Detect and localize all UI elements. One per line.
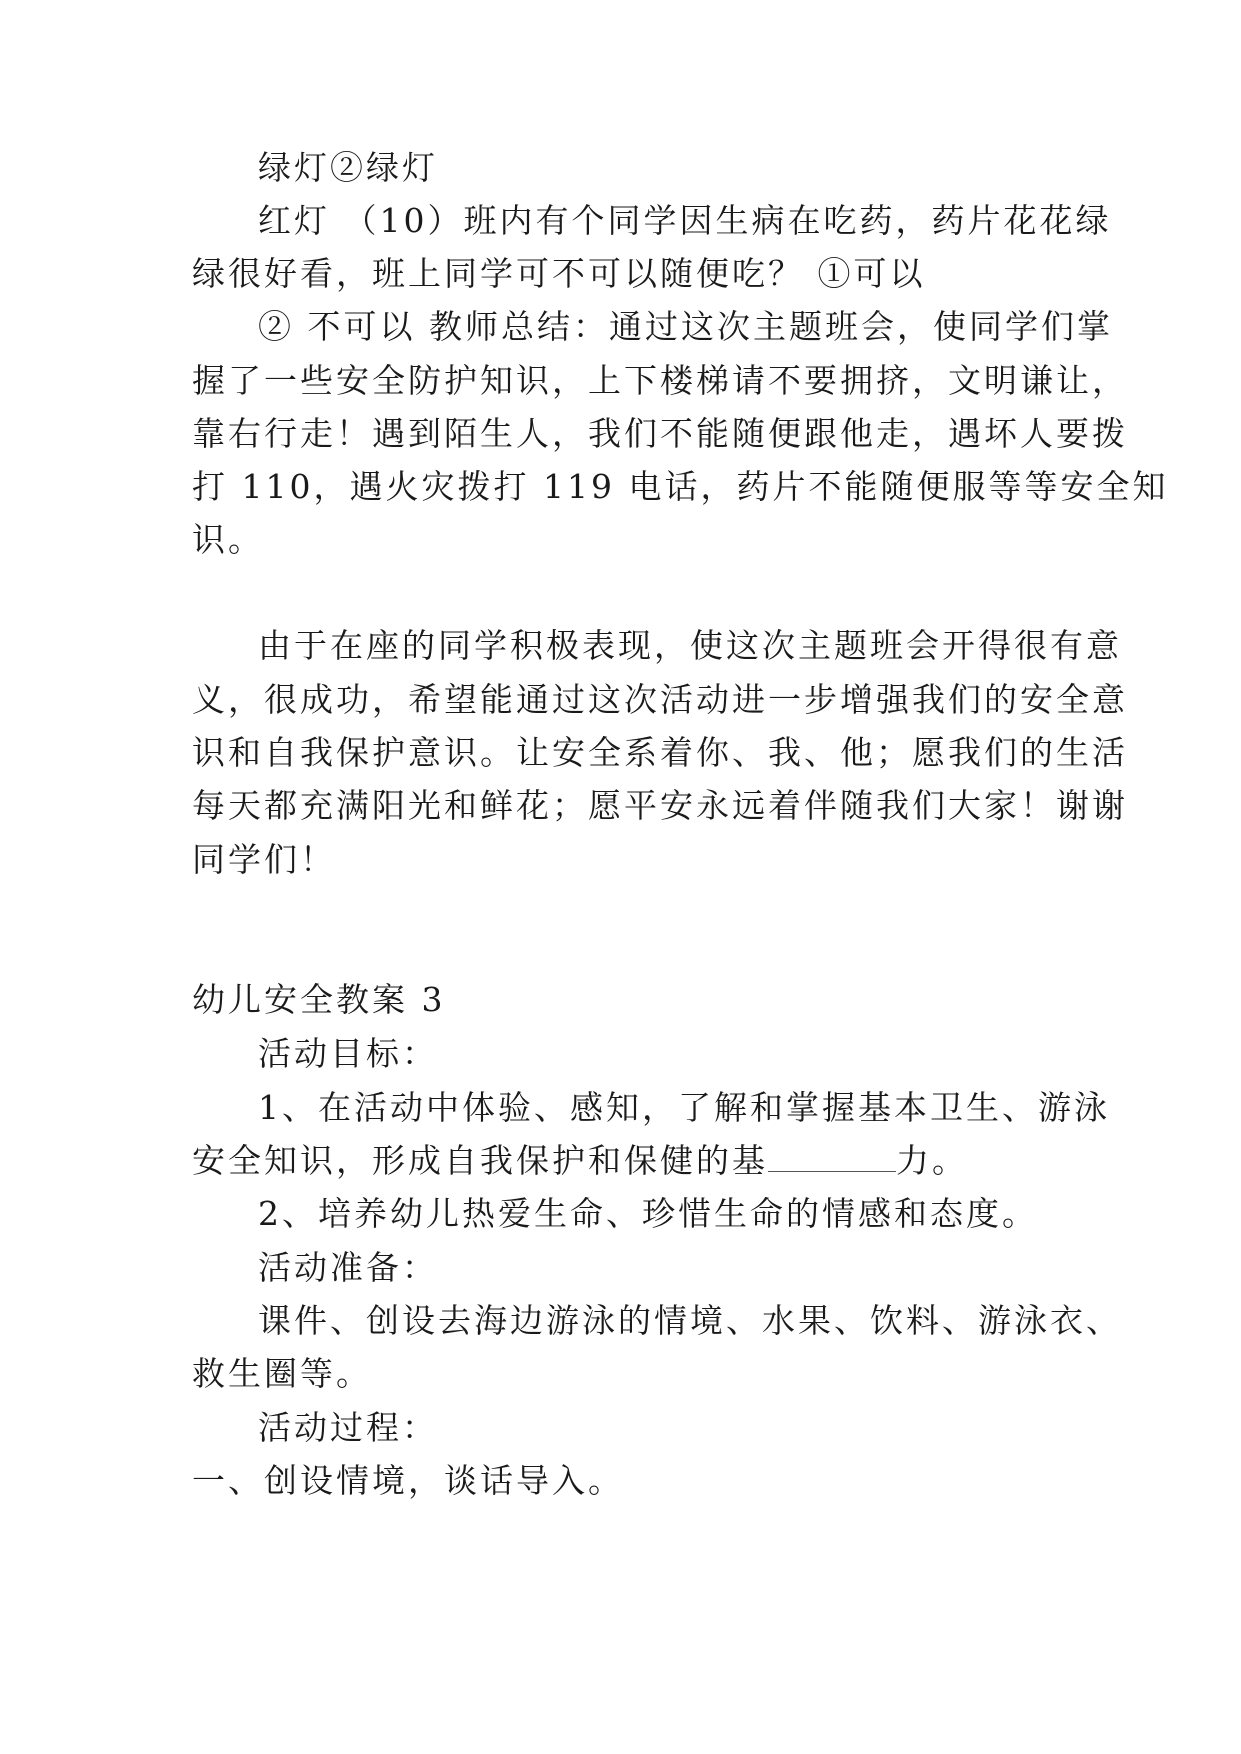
- prep-heading: 活动准备：: [258, 1248, 438, 1287]
- paragraph-line: 义，很成功，希望能通过这次活动进一步增强我们的安全意: [192, 680, 1128, 719]
- paragraph-line: 靠右行走！遇到陌生人，我们不能随便跟他走，遇坏人要拨: [192, 414, 1128, 453]
- paragraph-line: 每天都充满阳光和鲜花；愿平安永远着伴随我们大家！谢谢: [192, 786, 1128, 825]
- goal-heading: 活动目标：: [258, 1034, 438, 1073]
- section-title: 幼儿安全教案 3: [192, 980, 446, 1019]
- process-step-1: 一、创设情境，谈话导入。: [192, 1461, 624, 1500]
- goal-item-1-text: 安全知识，形成自我保护和保健的基: [192, 1141, 768, 1180]
- goal-item-1: 1、在活动中体验、感知，了解和掌握基本卫生、游泳: [258, 1088, 1110, 1127]
- fill-blank: [768, 1143, 896, 1172]
- paragraph-line: 绿很好看，班上同学可不可以随便吃？ ①可以: [192, 254, 926, 293]
- paragraph-line: 绿灯②绿灯: [258, 148, 438, 187]
- paragraph-line: 红灯 （10）班内有个同学因生病在吃药，药片花花绿: [258, 201, 1112, 240]
- paragraph-line: 打 110，遇火灾拨打 119 电话，药片不能随便服等等安全知: [192, 467, 1169, 506]
- paragraph-line: ② 不可以 教师总结：通过这次主题班会，使同学们掌: [258, 307, 1113, 346]
- goal-item-1-tail: 力。: [896, 1141, 968, 1180]
- paragraph-line: 由于在座的同学积极表现，使这次主题班会开得很有意: [258, 626, 1122, 665]
- paragraph-line: 握了一些安全防护知识，上下楼梯请不要拥挤，文明谦让，: [192, 361, 1128, 400]
- goal-item-1-continued: [192, 1141, 1072, 1181]
- prep-line: 救生圈等。: [192, 1354, 372, 1393]
- paragraph-line: 识和自我保护意识。让安全系着你、我、他；愿我们的生活: [192, 733, 1128, 772]
- goal-item-2: 2、培养幼儿热爱生命、珍惜生命的情感和态度。: [258, 1194, 1038, 1233]
- prep-line: 课件、创设去海边游泳的情境、水果、饮料、游泳衣、: [258, 1301, 1122, 1340]
- process-heading: 活动过程：: [258, 1408, 438, 1447]
- paragraph-line: 识。: [192, 520, 264, 559]
- paragraph-line: 同学们！: [192, 840, 336, 879]
